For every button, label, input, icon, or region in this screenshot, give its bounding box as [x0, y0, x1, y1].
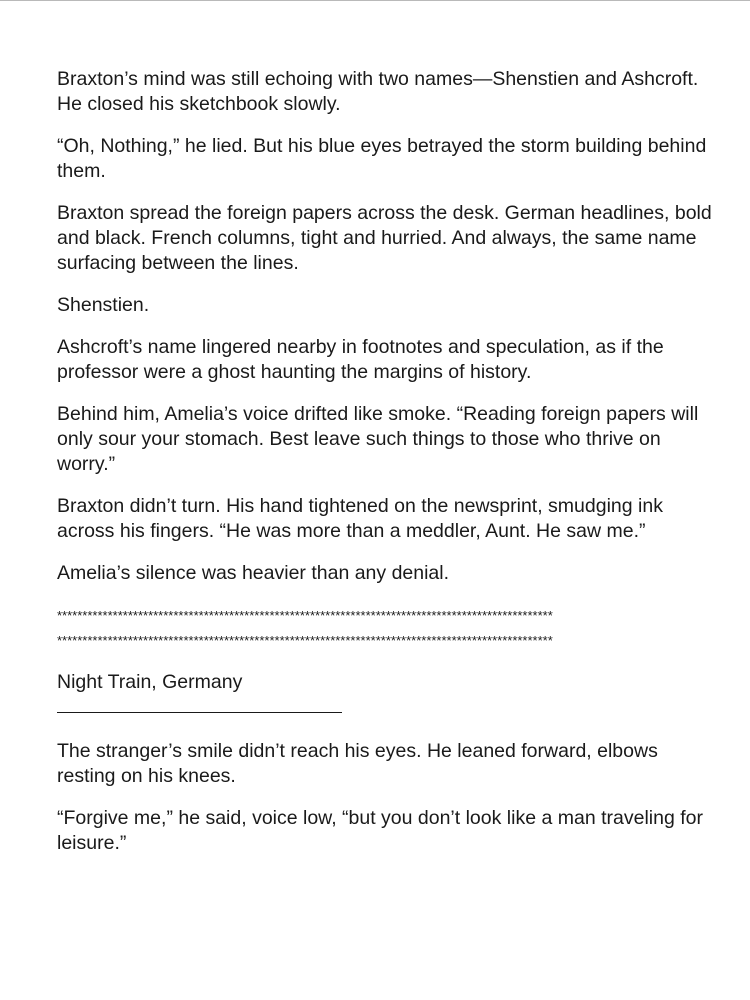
paragraph: Braxton’s mind was still echoing with two names—Shenstien and Ashcroft. He closed his sketchbook slowly.	[57, 68, 699, 115]
paragraph: “Oh, Nothing,” he lied. But his blue eyes betrayed the storm building behind them.	[57, 135, 707, 182]
scene-break-stars-line: **************************************************************************************************	[57, 608, 553, 623]
top-border	[0, 0, 750, 1]
scene-break	[57, 603, 717, 653]
paragraph: Shenstien.	[57, 294, 150, 316]
paragraph: “Forgive me,” he said, voice low, “but you don’t look like a man traveling for leisure.”	[57, 807, 703, 854]
paragraph: Braxton didn’t turn. His hand tightened on the newsprint, smudging ink across his fingers. “He was more than a meddler, Aunt. He saw me.”	[57, 495, 663, 542]
paragraph: Braxton spread the foreign papers across the desk. German headlines, bold and black. French columns, tight and hurried. And always, the same name surfacing between the lines.	[57, 202, 712, 274]
paragraph: Ashcroft’s name lingered nearby in footnotes and speculation, as if the professor were a ghost haunting the margins of history.	[57, 336, 664, 383]
paragraph: The stranger’s smile didn’t reach his eyes. He leaned forward, elbows resting on his knees.	[57, 740, 658, 787]
heading-underline-divider	[57, 712, 342, 713]
document-page	[57, 67, 717, 873]
scene-heading: Night Train, Germany	[57, 671, 243, 693]
scene-break-stars-line: **************************************************************************************************	[57, 633, 553, 648]
paragraph: Amelia’s silence was heavier than any denial.	[57, 562, 450, 584]
paragraph: Behind him, Amelia’s voice drifted like smoke. “Reading foreign papers will only sour your stomach. Best leave such things to those who thrive on worry.”	[57, 403, 699, 475]
